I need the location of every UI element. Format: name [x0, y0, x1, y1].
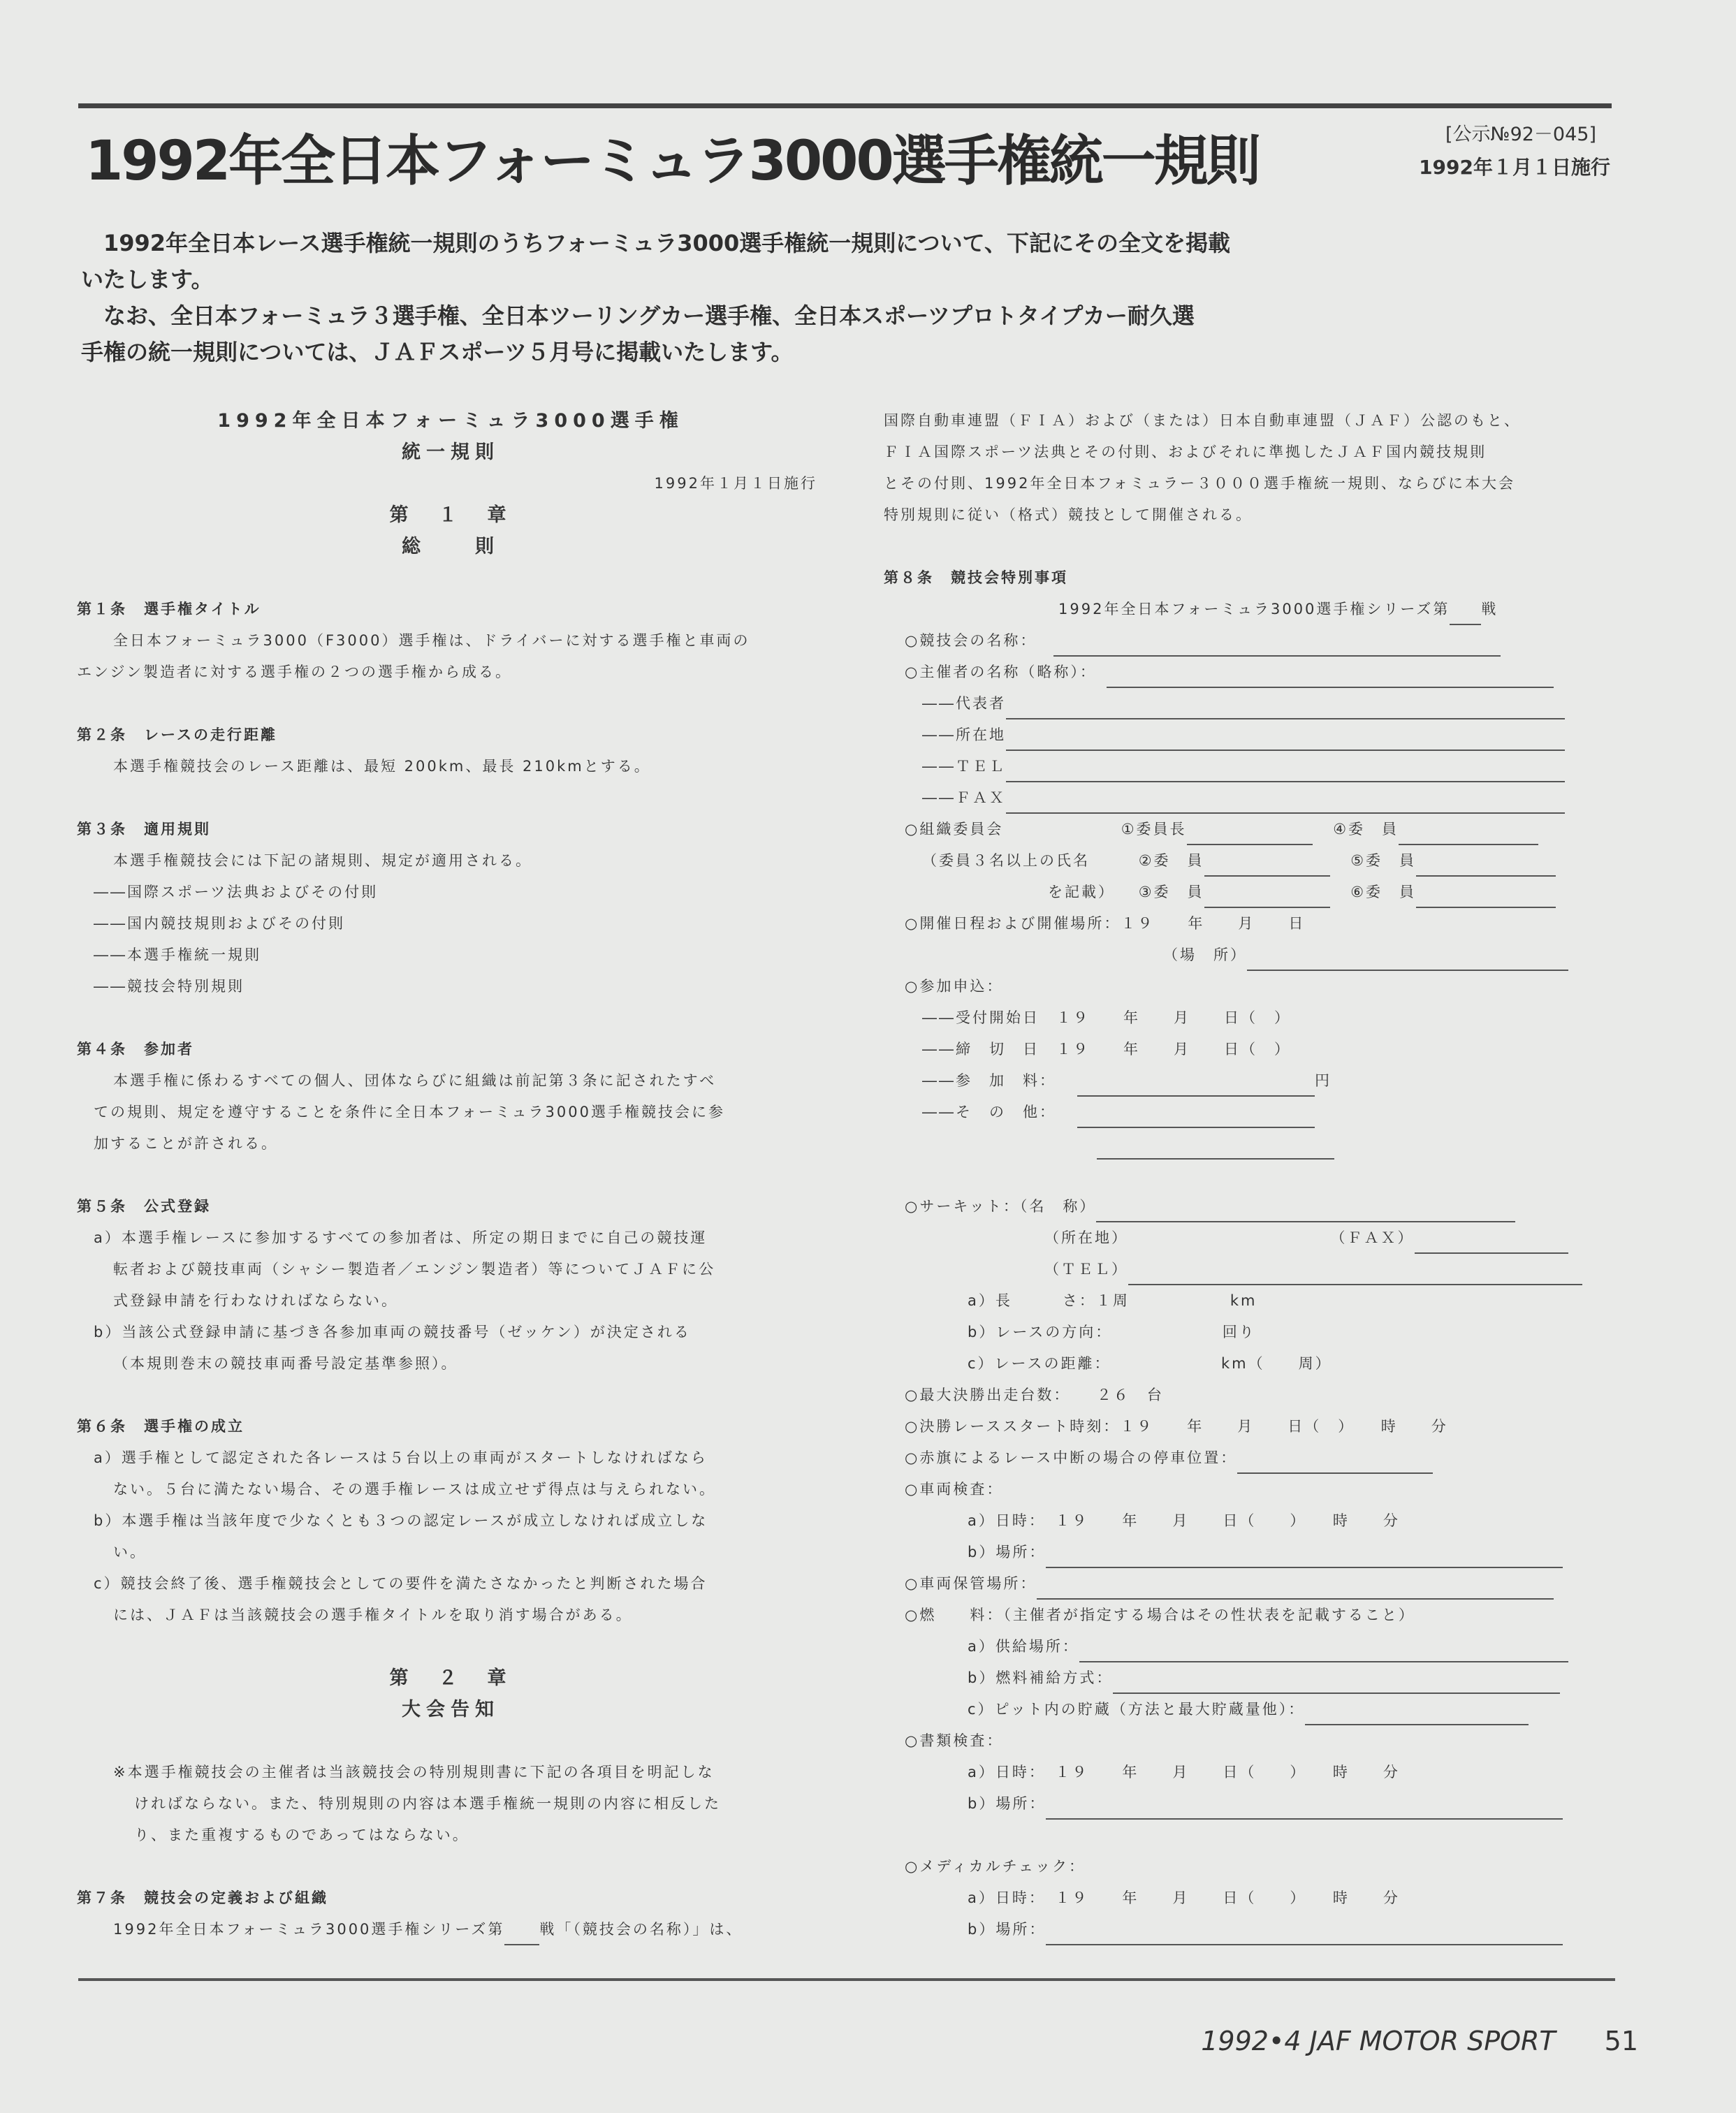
circuit-name-field[interactable] — [1096, 1201, 1515, 1222]
committee-field[interactable] — [1416, 856, 1556, 877]
intro-paragraph — [81, 225, 1352, 370]
article-text: b）本選手権は当該年度で少なくとも３つの認定レースが成立しなければ成立しな — [94, 1512, 708, 1529]
form-row — [884, 1631, 1589, 1662]
article-text: ＦＩＡ国際スポーツ法典とその付則、およびそれに準拠したＪＡＦ国内競技規則 — [884, 444, 1487, 460]
article-text: エンジン製造者に対する選手権の２つの選手権から成る。 — [77, 664, 512, 680]
form-row — [884, 688, 1589, 719]
fuel-heading: ○燃 料：（主催者が指定する場合はその性状表を記載すること） — [905, 1607, 1415, 1623]
article-text: （本規則巻末の競技車両番号設定基準参照）。 — [113, 1355, 458, 1372]
entry-close-row: ――締 切 日 １９ 年 月 日（ ） — [922, 1041, 1291, 1058]
field-label: ○競技会の名称： — [905, 632, 1037, 649]
field-label: （所在地） — [1044, 1229, 1128, 1246]
form-row — [884, 625, 1589, 657]
field-label: ○主催者の名称（略称）： — [905, 664, 1097, 680]
docs-heading: ○書類検査： — [905, 1732, 1004, 1749]
field-label: a）供給場所： — [968, 1638, 1079, 1655]
committee-label: ③委 員 — [1138, 884, 1204, 900]
right-column — [884, 405, 1589, 1945]
field-label: （ＦＡＸ） — [1338, 1229, 1415, 1246]
form-row — [884, 1788, 1589, 1820]
chapter-1-title: 総 則 — [402, 536, 499, 557]
note-text: ければならない。また、特別規則の内容は本選手権統一規則の内容に相反した — [134, 1795, 721, 1812]
medical-place-field[interactable] — [1046, 1924, 1563, 1945]
page-number: 51 — [1604, 2026, 1638, 2056]
fax-field[interactable] — [1006, 793, 1565, 814]
field-unit: 円 — [1315, 1072, 1332, 1089]
intro-line: 手権の統一規則については、ＪＡＦスポーツ５月号に掲載いたします。 — [81, 339, 794, 365]
field-label: ――所在地 — [922, 726, 1006, 743]
field-label: ――そ の 他： — [922, 1104, 1056, 1120]
entry-heading: ○参加申込： — [905, 978, 1004, 995]
field-label: ――代表者 — [922, 695, 1006, 712]
medical-heading: ○メディカルチェック： — [905, 1858, 1086, 1875]
field-label: ――参 加 料： — [922, 1072, 1056, 1089]
article-text: ての規則、規定を遵守することを条件に全日本フォーミュラ3000選手権競技会に参 — [94, 1104, 725, 1120]
max-start-row: ○最大決勝出走台数： ２６ 台 — [905, 1387, 1164, 1403]
field-label: ○サーキット：（名 称） — [905, 1198, 1097, 1215]
event-name-field[interactable] — [1053, 636, 1501, 657]
length-row: a）長 さ：１周 km — [968, 1292, 1257, 1309]
article-2-title: 第２条 レースの走行距離 — [77, 726, 277, 743]
chapter-2: 第 ２ 章 — [389, 1667, 512, 1689]
notice-number: [公示№92－045] — [1445, 124, 1596, 145]
form-row — [884, 751, 1589, 782]
form-row — [884, 1254, 1589, 1285]
article-text: ――国内競技規則およびその付則 — [94, 915, 345, 932]
rules-heading: 1992年全日本フォーミュラ3000選手権 — [217, 410, 684, 432]
article-text: 本選手権競技会には下記の諸規則、規定が適用される。 — [113, 852, 532, 869]
field-label: を記載） — [1048, 884, 1115, 900]
article-3-title: 第３条 適用規則 — [77, 821, 211, 838]
committee-label: ⑥委 員 — [1350, 884, 1417, 900]
page-title: 1992年全日本フォーミュラ3000選手権統一規則 — [85, 130, 1259, 193]
distance-row: c）レースの距離： km（ 周） — [968, 1355, 1332, 1372]
article-8-title: 第８条 競技会特別事項 — [884, 569, 1068, 586]
scrutineering-place-field[interactable] — [1046, 1547, 1563, 1568]
series-text: 1992年全日本フォーミュラ3000選手権シリーズ第 — [1058, 601, 1450, 617]
article-text: a）選手権として認定された各レースは５台以上の車両がスタートしなければなら — [94, 1449, 708, 1466]
article-text: 特別規則に従い（格式）競技として開催される。 — [884, 506, 1253, 523]
form-row — [884, 1914, 1589, 1945]
article-text — [77, 1914, 824, 1945]
representative-field[interactable] — [1006, 699, 1565, 719]
top-rule — [78, 103, 1612, 108]
parc-ferme-field[interactable] — [1037, 1579, 1554, 1600]
article-text: には、ＪＡＦは当該競技会の選手権タイトルを取り消す場合がある。 — [113, 1607, 633, 1623]
field-label: b）場所： — [968, 1921, 1046, 1938]
field-label: （ＴＥＬ） — [1044, 1261, 1128, 1278]
field-label: b）場所： — [968, 1544, 1046, 1560]
field-label: （委員３名以上の氏名 — [922, 852, 1090, 869]
schedule-row: ○開催日程および開催場所：１９ 年 月 日 — [905, 915, 1306, 932]
form-row — [884, 877, 1589, 908]
article-text: ――本選手権統一規則 — [94, 946, 261, 963]
committee-label: ⑤委 員 — [1350, 852, 1417, 869]
form-row — [884, 657, 1589, 688]
note-text: り、また重複するものであってはならない。 — [134, 1827, 469, 1843]
field-label: c）ピット内の貯蔵（方法と最大貯蔵量他）： — [968, 1701, 1306, 1718]
fuel-method-field[interactable] — [1113, 1673, 1560, 1694]
form-row — [884, 1662, 1589, 1694]
start-time-row: ○決勝レーススタート時刻：１９ 年 月 日（ ） 時 分 — [905, 1418, 1448, 1435]
article-text: 本選手権に係わるすべての個人、団体ならびに組織は前記第３条に記されたすべ — [113, 1072, 717, 1089]
field-label: ――ＴＥＬ — [922, 758, 1006, 775]
form-row — [884, 939, 1589, 971]
article-5-title: 第５条 公式登録 — [77, 1198, 211, 1215]
bottom-rule — [78, 1978, 1615, 1981]
form-row — [884, 1537, 1589, 1568]
entry-other-field-2[interactable] — [1097, 1139, 1334, 1160]
form-row — [884, 1694, 1589, 1725]
fuel-supply-field[interactable] — [1079, 1642, 1568, 1662]
field-label: ○赤旗によるレース中断の場合の停車位置： — [905, 1449, 1238, 1466]
field-label: b）場所： — [968, 1795, 1046, 1812]
direction-row: b）レースの方向： 回り — [968, 1324, 1256, 1340]
form-row — [884, 782, 1589, 814]
committee-label: ①委員長 — [1121, 821, 1187, 838]
article-text: 本選手権競技会のレース距離は、最短 200km、最長 210kmとする。 — [113, 758, 651, 775]
form-row — [884, 1568, 1589, 1600]
field-label: ○組織委員会 — [905, 821, 1004, 838]
field-label: ○車両保管場所： — [905, 1575, 1037, 1592]
intro-line: なお、全日本フォーミュラ３選手権、全日本ツーリングカー選手権、全日本スポーツプロトタイプカー耐久選 — [103, 302, 1195, 329]
blank-field[interactable] — [504, 1929, 539, 1945]
article-text: ――競技会特別規則 — [94, 978, 245, 995]
committee-field[interactable] — [1399, 824, 1538, 845]
form-row — [884, 1128, 1589, 1160]
article-text: とその付則、1992年全日本フォミュラー３０００選手権統一規則、ならびに本大会 — [884, 475, 1515, 492]
committee-label: ④委 員 — [1333, 821, 1399, 838]
address-field[interactable] — [1006, 730, 1565, 751]
fuel-storage-field[interactable] — [1305, 1704, 1529, 1725]
rules-subheading: 統一規則 — [402, 441, 499, 463]
field-label: ――ＦＡＸ — [922, 789, 1006, 806]
article-text: ――国際スポーツ法典およびその付則 — [94, 884, 379, 900]
red-flag-field[interactable] — [1237, 1453, 1433, 1474]
form-row — [884, 814, 1589, 845]
form-row — [884, 845, 1589, 877]
article-text: a）本選手権レースに参加するすべての参加者は、所定の期日までに自己の競技運 — [94, 1229, 708, 1246]
article-text: 転者および競技車両（シャシー製造者／エンジン製造者）等についてＪＡＦに公 — [113, 1261, 716, 1278]
article-text: b）当該公式登録申請に基づき各参加車両の競技番号（ゼッケン）が決定される — [94, 1324, 691, 1340]
article-6-title: 第６条 選手権の成立 — [77, 1418, 245, 1435]
page-footer — [1201, 2026, 1638, 2056]
scrutineering-heading: ○車両検査： — [905, 1481, 1004, 1498]
docs-place-field[interactable] — [1046, 1799, 1563, 1820]
form-row — [884, 719, 1589, 751]
form-row — [884, 1191, 1589, 1222]
docs-date-row: a）日時： １９ 年 月 日（ ） 時 分 — [968, 1764, 1400, 1781]
form-row — [884, 1222, 1589, 1254]
article-text: 加することが許される。 — [94, 1135, 278, 1152]
article-text-part: 戦「（競技会の名称）」は、 — [539, 1921, 743, 1938]
left-column — [77, 405, 824, 1945]
entry-other-field[interactable] — [1077, 1107, 1315, 1128]
medical-date-row: a）日時： １９ 年 月 日（ ） 時 分 — [968, 1889, 1400, 1906]
intro-line: 1992年全日本レース選手権統一規則のうちフォーミュラ3000選手権統一規則について、下記にその全文を掲載 — [103, 230, 1231, 256]
magazine-name: 1992•4 JAF MOTOR SPORT — [1201, 2026, 1556, 2056]
rules-date: 1992年１月１日施行 — [654, 475, 817, 492]
place-field[interactable] — [1247, 950, 1568, 971]
organizer-field[interactable] — [1107, 667, 1554, 688]
article-text: 全日本フォーミュラ3000（F3000）選手権は、ドライバーに対する選手権と車両の — [113, 632, 750, 649]
series-round-field[interactable] — [1450, 608, 1481, 625]
scrutineering-date-row: a）日時： １９ 年 月 日（ ） 時 分 — [968, 1512, 1400, 1529]
field-label: （場 所） — [1163, 946, 1247, 963]
form-row — [884, 1065, 1589, 1097]
series-line — [884, 594, 1589, 625]
entry-fee-field[interactable] — [1077, 1076, 1315, 1097]
circuit-fax-field[interactable] — [1415, 1233, 1568, 1254]
chapter-2-title: 大会告知 — [402, 1699, 499, 1720]
article-7-title: 第７条 競技会の定義および組織 — [77, 1889, 328, 1906]
note-text: ※本選手権競技会の主催者は当該競技会の特別規則書に下記の各項目を明記しな — [113, 1764, 715, 1781]
field-label: b）燃料補給方式： — [968, 1669, 1114, 1686]
committee-field[interactable] — [1204, 856, 1330, 877]
article-1-title: 第１条 選手権タイトル — [77, 601, 261, 617]
committee-field[interactable] — [1187, 824, 1313, 845]
entry-start-row: ――受付開始日 １９ 年 月 日（ ） — [922, 1009, 1291, 1026]
circuit-tel-field[interactable] — [1128, 1264, 1582, 1285]
form-row — [884, 1442, 1589, 1474]
article-text: い。 — [113, 1544, 147, 1560]
tel-field[interactable] — [1006, 761, 1565, 782]
article-text: ない。５台に満たない場合、その選手権レースは成立せず得点は与えられない。 — [113, 1481, 716, 1498]
committee-field[interactable] — [1416, 887, 1556, 908]
article-text: 国際自動車連盟（ＦＩＡ）および（または）日本自動車連盟（ＪＡＦ）公認のもと、 — [884, 412, 1521, 429]
chapter-1: 第 １ 章 — [389, 504, 512, 526]
effective-date: 1992年１月１日施行 — [1419, 156, 1610, 179]
committee-field[interactable] — [1204, 887, 1330, 908]
article-4-title: 第４条 参加者 — [77, 1041, 194, 1058]
article-text: 式登録申請を行わなければならない。 — [113, 1292, 398, 1309]
intro-line: いたします。 — [81, 266, 214, 293]
form-row — [884, 1097, 1589, 1128]
committee-label: ②委 員 — [1138, 852, 1204, 869]
article-text-part: 1992年全日本フォーミュラ3000選手権シリーズ第 — [113, 1921, 505, 1938]
article-text: c）競技会終了後、選手権競技会としての要件を満たさなかったと判断された場合 — [94, 1575, 708, 1592]
series-text: 戦 — [1481, 601, 1498, 617]
